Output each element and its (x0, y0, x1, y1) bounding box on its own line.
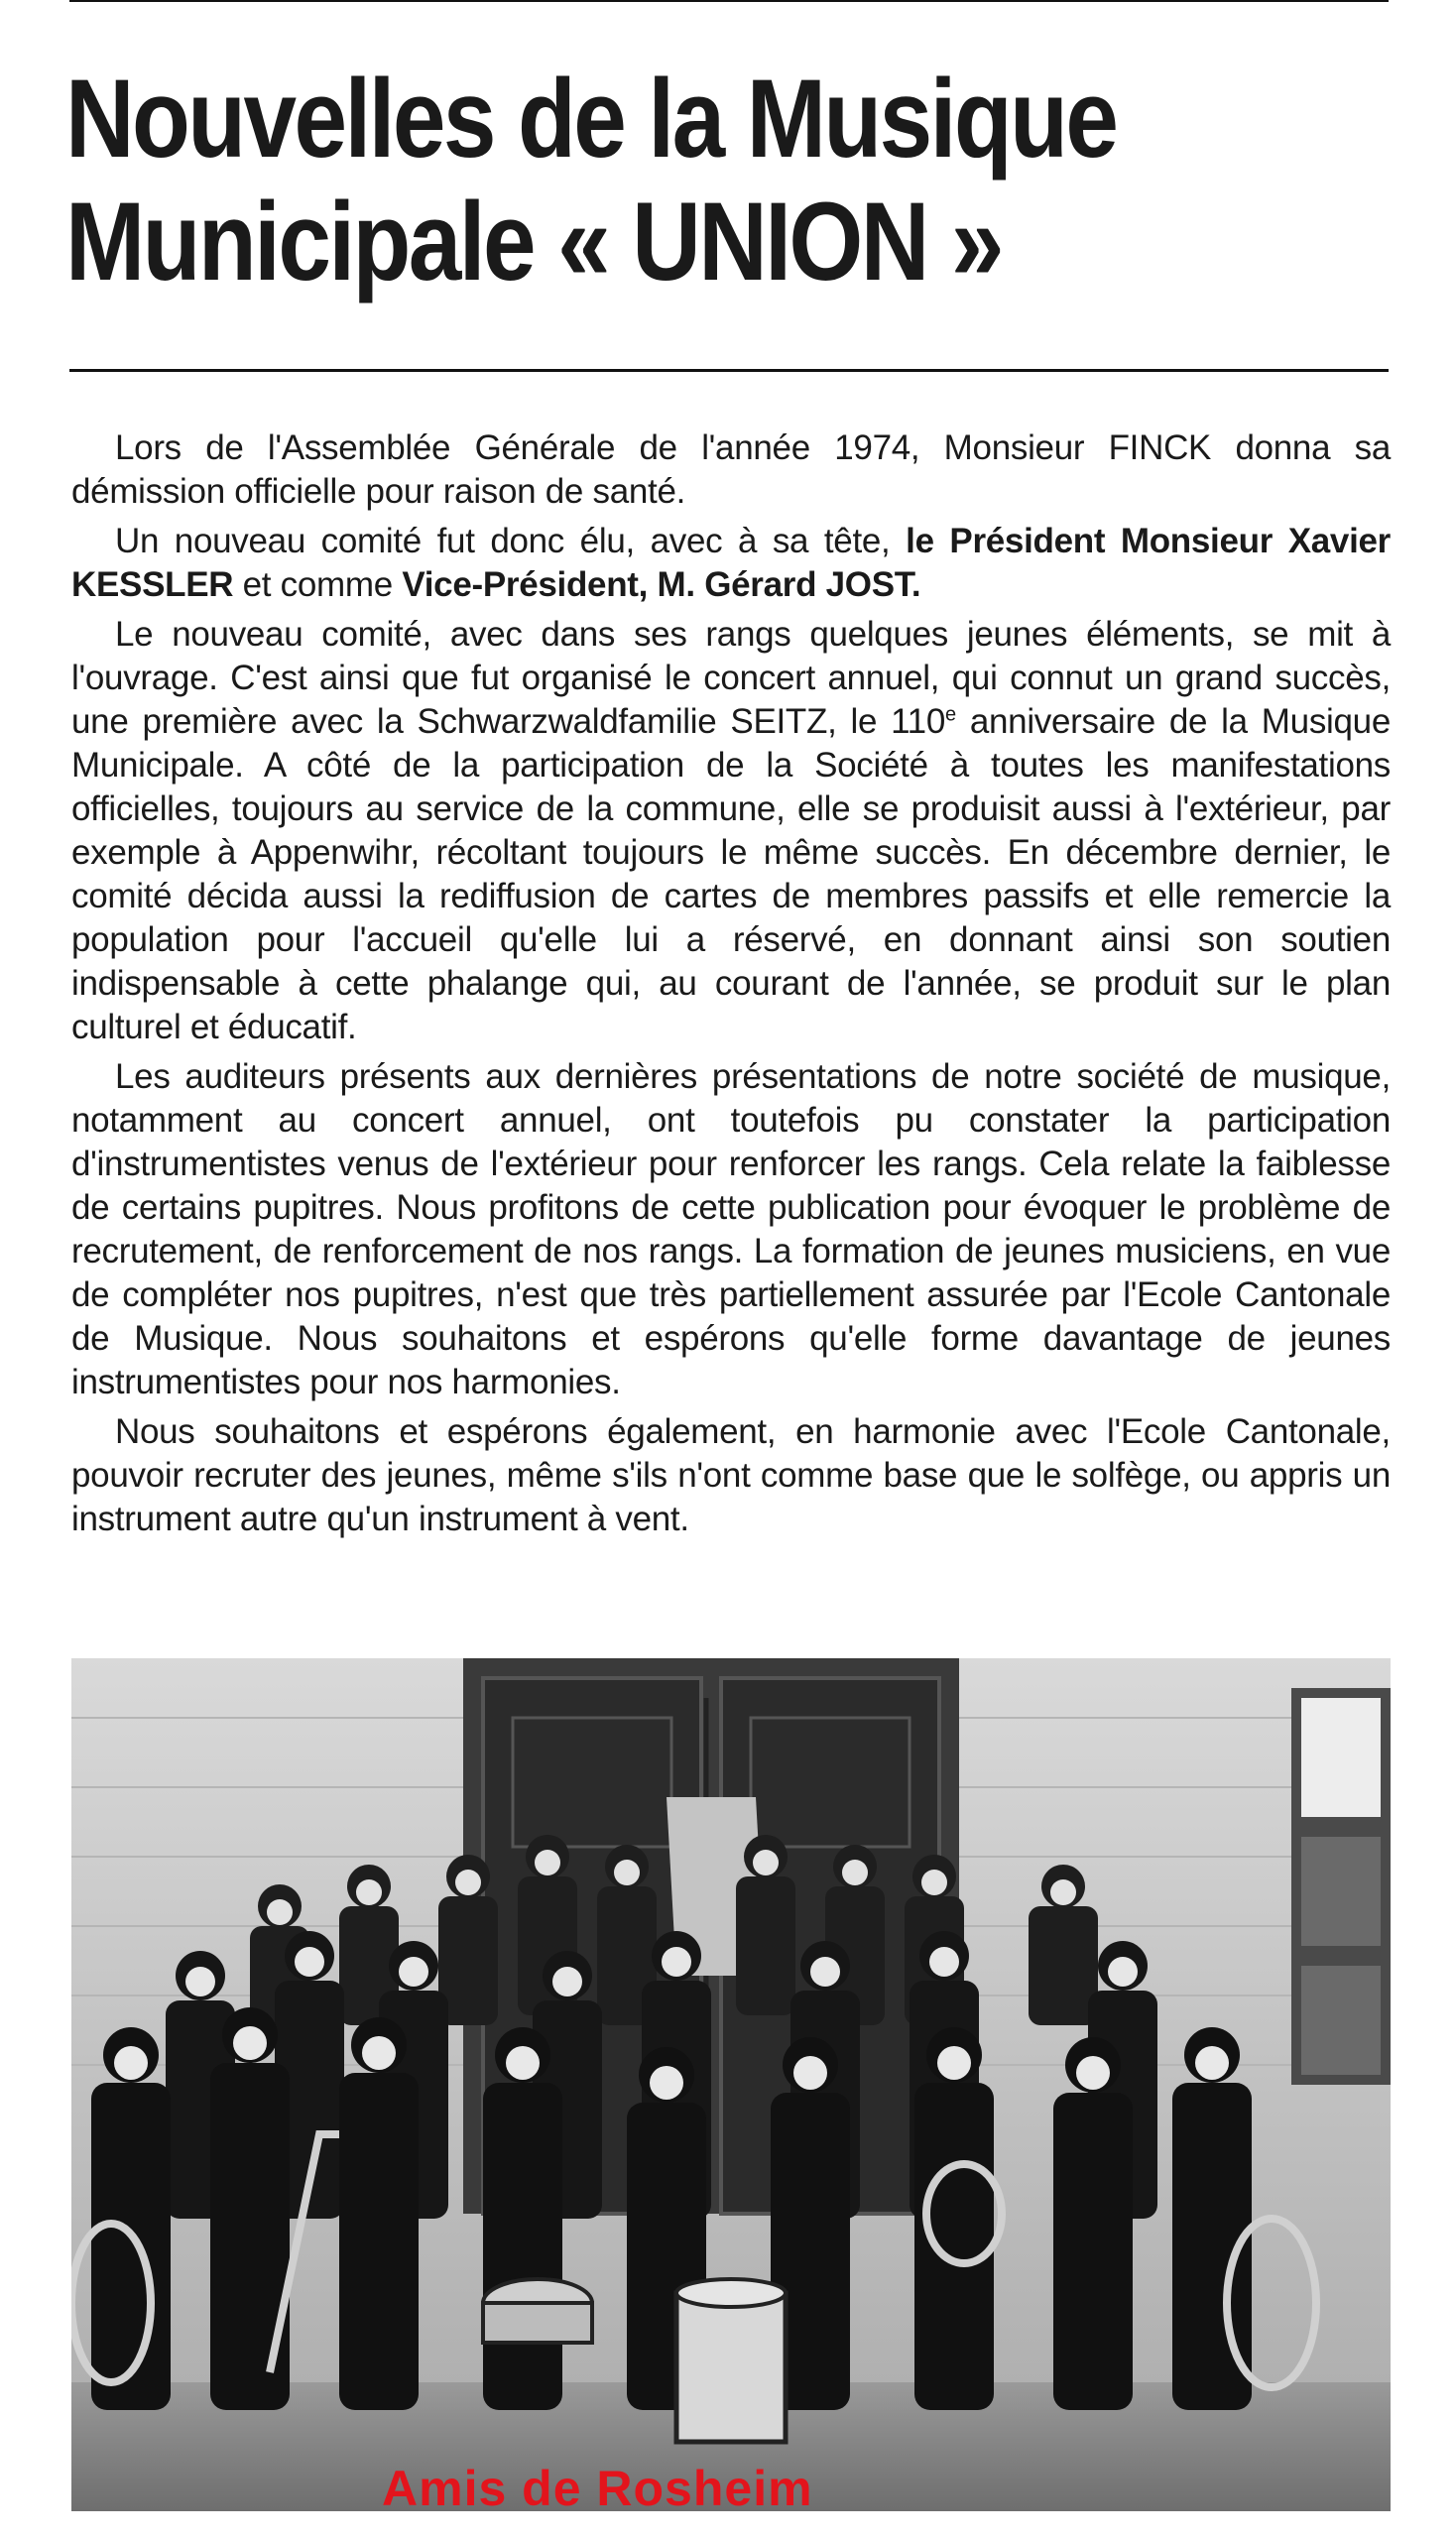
paragraph-2-start: Un nouveau comité fut donc élu, avec à sa tête, (115, 522, 907, 560)
paragraph-2-mid: et comme (233, 565, 403, 604)
paragraph-1: Lors de l'Assemblée Générale de l'année 1974, Monsieur FINCK donna sa démission officielle pour raison de santé. (71, 428, 1391, 511)
article-body (71, 426, 1391, 1547)
paragraph-5: Nous souhaitons et espérons également, en harmonie avec l'Ecole Cantonale, pouvoir recruter des jeunes, même s'ils n'ont comme base que le solfège, ou appris un instrument autre qu'un instrument à vent. (71, 1412, 1391, 1538)
band-photo-illustration (71, 1658, 1391, 2511)
title-line-2: Municipale « UNION » (65, 180, 1002, 303)
title-divider (69, 369, 1389, 372)
vice-president-name: Vice-Président, M. Gérard JOST. (402, 565, 921, 604)
paragraph-4: Les auditeurs présents aux dernières présentations de notre société de musique, notamment au concert annuel, ont toutefois pu constater la participation d'instrumentistes venus de l'extérieur pour renforcer les rangs. Cela relate la faiblesse de certains pupitres. Nous profitons de cette publication pour évoquer le problème de recrutement, de renforcement de nos rangs. La formation de jeunes musiciens, en vue de compléter nos pupitres, n'est que très partiellement assurée par l'Ecole Cantonale de Musique. Nous souhaitons et espérons qu'elle forme davantage de jeunes instrumentistes pour nos harmonies. (71, 1057, 1391, 1401)
paragraph-3-b: anniversaire de la Musique Municipale. A côté de la participation de la Société à toutes les manifestations officielles, toujours au service de la commune, elle se produisit aussi à l'extérieur, par exemple à Appenwihr, récoltant toujours le même succès. En décembre dernier, le comité décida aussi la rediffusion de cartes de membres passifs et elle remercie la population pour l'accueil qu'elle lui a réservé, en donnant ainsi son soutien indispensable à cette phalange qui, au courant de l'année, se produit sur le plan culturel et éducatif. (71, 702, 1391, 1046)
ordinal-sup: e (945, 703, 956, 726)
paragraph-3 (71, 613, 1391, 1049)
paragraph-3-a: Le nouveau comité, avec dans ses rangs quelques jeunes éléments, se mit à l'ouvrage. C'est ainsi que fut organisé le concert annuel, qui connut un grand succès, une première avec la Schwarzwaldfamilie SEITZ, le 110 (71, 615, 1391, 741)
band-group-photo (71, 1658, 1391, 2511)
watermark-amis-de-rosheim: Amis de Rosheim (382, 2461, 813, 2516)
paragraph-2 (71, 520, 1391, 607)
article-title (65, 58, 1208, 303)
title-line-1: Nouvelles de la Musique (65, 57, 1117, 181)
president-name: le Président Monsieur Xavier KESSLER (71, 522, 1391, 604)
top-rule (69, 0, 1389, 2)
